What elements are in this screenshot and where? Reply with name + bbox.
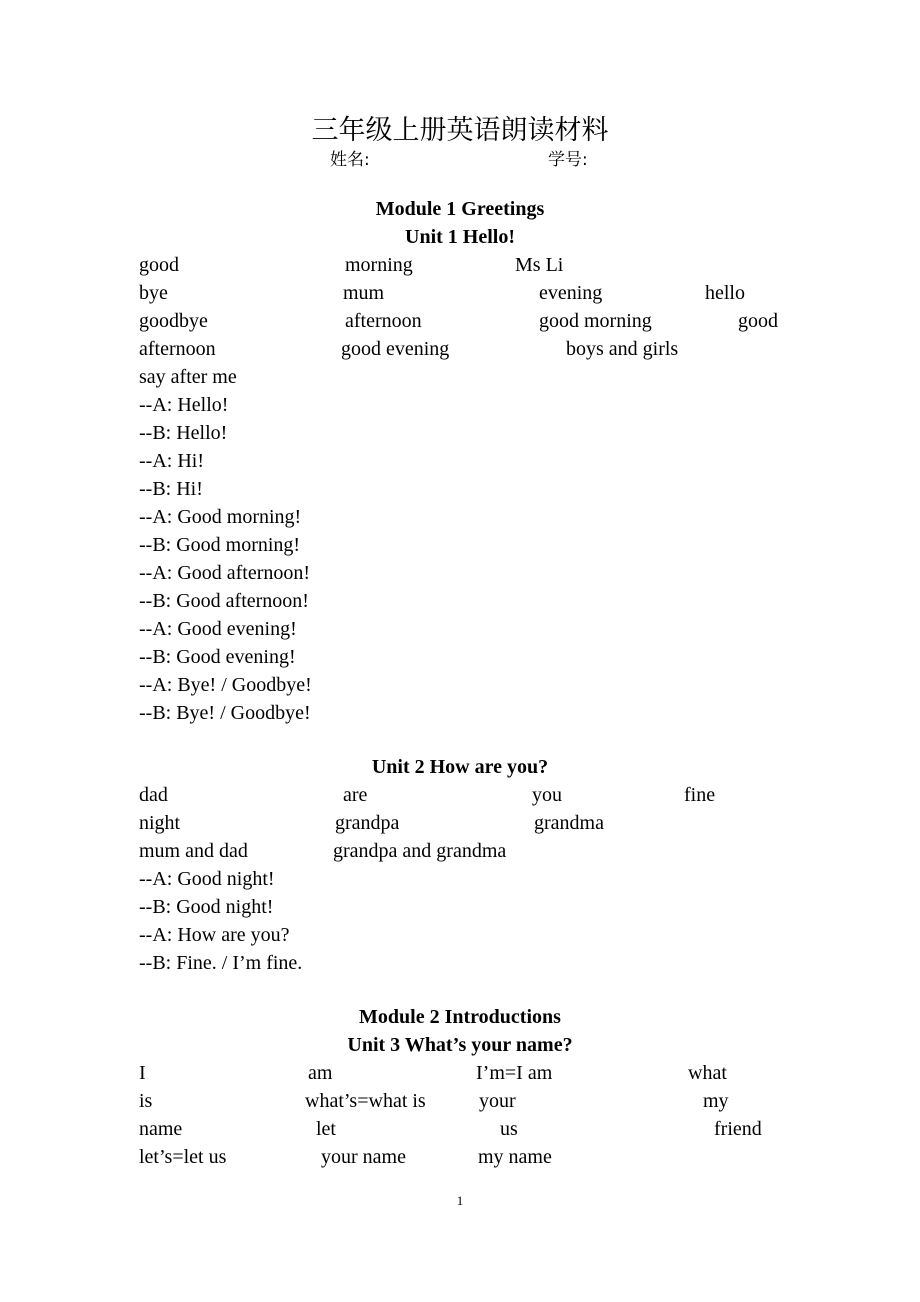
student-number-label: 学号:	[548, 150, 588, 170]
dialogue-line: --A: Good evening!	[139, 618, 297, 640]
vocab-word: friend	[714, 1118, 762, 1140]
vocab-word: morning	[345, 254, 413, 276]
unit-3-heading: Unit 3 What’s your name?	[347, 1034, 573, 1056]
vocab-word: us	[500, 1118, 518, 1140]
unit-1-heading: Unit 1 Hello!	[405, 226, 515, 248]
vocab-word: mum and dad	[139, 840, 248, 862]
dialogue-line: --B: Bye! / Goodbye!	[139, 702, 311, 724]
vocab-word: grandpa and grandma	[333, 840, 507, 862]
vocab-word: goodbye	[139, 310, 208, 332]
dialogue-line: --A: Bye! / Goodbye!	[139, 674, 312, 696]
vocab-word: is	[139, 1090, 153, 1112]
module-2-heading: Module 2 Introductions	[359, 1006, 561, 1028]
vocab-word: bye	[139, 282, 168, 304]
dialogue-line: --B: Hello!	[139, 422, 228, 444]
vocab-word: are	[343, 784, 368, 806]
dialogue-line: --B: Good morning!	[139, 534, 301, 556]
vocab-word: boys and girls	[566, 338, 679, 360]
vocab-word: your	[479, 1090, 516, 1112]
vocab-word: my	[703, 1090, 729, 1112]
vocab-word: afternoon	[139, 338, 216, 360]
vocab-word: hello	[705, 282, 745, 304]
dialogue-line: --A: Hello!	[139, 394, 229, 416]
vocab-word: say after me	[139, 366, 237, 388]
vocab-word: name	[139, 1118, 183, 1140]
dialogue-line: --A: Hi!	[139, 450, 204, 472]
name-label: 姓名:	[330, 150, 370, 170]
dialogue-line: --B: Fine. / I’m fine.	[139, 952, 303, 974]
vocab-word: my name	[478, 1146, 552, 1168]
vocab-word: dad	[139, 784, 168, 806]
page-title: 三年级上册英语朗读材料	[311, 115, 609, 146]
dialogue-line: --B: Hi!	[139, 478, 203, 500]
vocab-word: good	[139, 254, 179, 276]
vocab-word: you	[532, 784, 562, 806]
dialogue-line: --A: Good night!	[139, 868, 275, 890]
vocab-word: fine	[684, 784, 716, 806]
vocab-word: mum	[343, 282, 385, 304]
vocab-word: good	[738, 310, 778, 332]
vocab-word: good evening	[341, 338, 450, 360]
dialogue-line: --B: Good afternoon!	[139, 590, 309, 612]
vocab-word: let’s=let us	[139, 1146, 227, 1168]
vocab-word: what’s=what is	[305, 1090, 426, 1112]
page-number: 1	[456, 1193, 464, 1208]
module-1-heading: Module 1 Greetings	[375, 198, 545, 220]
vocab-word: evening	[539, 282, 603, 304]
vocab-word: I’m=I am	[476, 1062, 553, 1084]
dialogue-line: --A: Good afternoon!	[139, 562, 311, 584]
vocab-word: afternoon	[345, 310, 422, 332]
vocab-word: am	[308, 1062, 333, 1084]
dialogue-line: --B: Good evening!	[139, 646, 296, 668]
vocab-word: let	[316, 1118, 336, 1140]
vocab-word: grandma	[534, 812, 604, 834]
vocab-word: night	[139, 812, 181, 834]
vocab-word: your name	[321, 1146, 406, 1168]
dialogue-line: --A: Good morning!	[139, 506, 302, 528]
vocab-word: what	[688, 1062, 727, 1084]
unit-2-heading: Unit 2 How are you?	[371, 756, 549, 778]
vocab-word: I	[139, 1062, 146, 1084]
vocab-word: good morning	[539, 310, 652, 332]
vocab-word: grandpa	[335, 812, 400, 834]
dialogue-line: --B: Good night!	[139, 896, 274, 918]
dialogue-line: --A: How are you?	[139, 924, 290, 946]
vocab-word: Ms Li	[515, 254, 564, 276]
